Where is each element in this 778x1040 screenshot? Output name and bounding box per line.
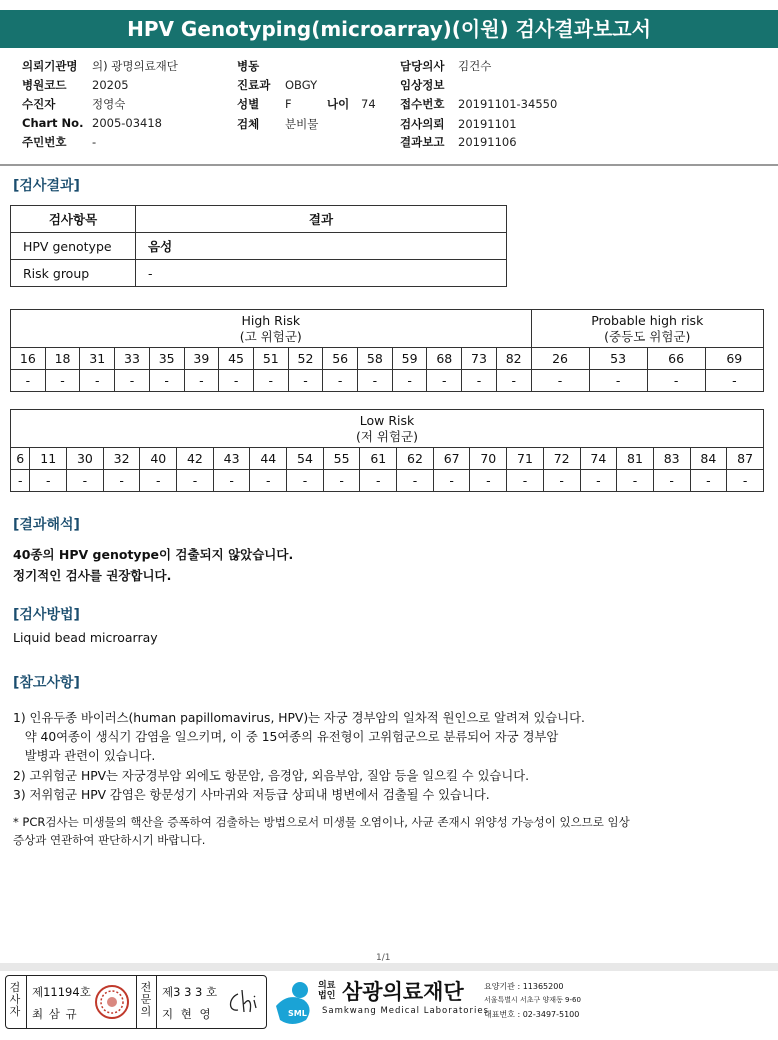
divider <box>26 976 27 1028</box>
genotype-cell: 67 <box>433 448 470 470</box>
specialist-license: 제3 3 3 호 <box>162 985 218 999</box>
high-risk-header <box>11 310 532 348</box>
genotype-cell: 81 <box>617 448 654 470</box>
genotype-cell: 6 <box>11 448 30 470</box>
genotype-cell: 58 <box>358 348 393 370</box>
genotype-result-cell: - <box>103 470 140 492</box>
genotype-result-cell: - <box>360 470 397 492</box>
probable-risk-header <box>531 310 763 348</box>
header-result: 결과 <box>136 206 507 233</box>
genotype-cell: 44 <box>250 448 287 470</box>
method-text: Liquid bead microarray <box>13 630 158 645</box>
genotype-result-cell: - <box>287 470 324 492</box>
genotype-result-cell: - <box>727 470 764 492</box>
genotype-row <box>11 448 764 470</box>
genotype-result-cell: - <box>11 370 46 392</box>
genotype-result-cell: - <box>358 370 393 392</box>
genotype-cell: 11 <box>30 448 67 470</box>
genotype-cell: 70 <box>470 448 507 470</box>
genotype-result-cell: - <box>253 370 288 392</box>
genotype-result-cell: - <box>30 470 67 492</box>
divider <box>156 976 157 1028</box>
examiner-license: 제11194호 <box>32 985 91 999</box>
table-row <box>11 233 507 260</box>
svg-text:SML: SML <box>288 1009 307 1018</box>
sml-logo-icon <box>270 978 316 1026</box>
interpretation-line: 40종의 HPV genotype이 검출되지 않았습니다. <box>13 547 294 562</box>
genotype-cell: 35 <box>149 348 184 370</box>
info-sex: 성별 F 나이 74 <box>237 97 376 111</box>
org-english-name: Samkwang Medical Laboratories <box>322 1006 490 1016</box>
genotype-result-cell: - <box>507 470 544 492</box>
genotype-result-cell: - <box>397 470 434 492</box>
genotype-cell: 30 <box>67 448 104 470</box>
genotype-cell: 42 <box>177 448 214 470</box>
genotype-cell: 40 <box>140 448 177 470</box>
org-name: 삼광의료재단 <box>342 980 464 1004</box>
genotype-result-cell: - <box>589 370 647 392</box>
genotype-cell: 68 <box>427 348 462 370</box>
genotype-result-cell: - <box>690 470 727 492</box>
genotype-cell: 53 <box>589 348 647 370</box>
header-item: 검사항목 <box>11 206 136 233</box>
high-risk-title: High Risk <box>241 312 301 328</box>
genotype-result-cell: - <box>653 470 690 492</box>
genotype-cell: 74 <box>580 448 617 470</box>
genotype-cell: 43 <box>213 448 250 470</box>
info-specimen: 검체 분비물 <box>237 117 319 131</box>
genotype-cell: 33 <box>115 348 150 370</box>
genotype-cell: 71 <box>507 448 544 470</box>
genotype-cell: 62 <box>397 448 434 470</box>
info-hospital: 의뢰기관명 의) 광명의료재단 <box>22 59 178 73</box>
note-line: 발병과 관련이 있습니다. <box>13 749 156 763</box>
note-line: 1) 인유두종 바이러스(human papillomavirus, HPV)는 자궁 경부암의 일차적 원인으로 알려져 있습니다. <box>13 711 585 725</box>
genotype-cell: 52 <box>288 348 323 370</box>
genotype-result-row <box>11 370 764 392</box>
footnote-line: * PCR검사는 미생물의 핵산을 증폭하여 검출하는 방법으로서 미생물 오염이나, 사균 존재시 위양성 가능성이 있으므로 임상 <box>13 815 630 829</box>
info-report-date: 결과보고 20191106 <box>400 135 517 149</box>
section-result: [검사결과] <box>13 178 80 194</box>
org-phone: 대표번호 : 02-3497-5100 <box>484 1010 580 1019</box>
genotype-cell: 66 <box>647 348 705 370</box>
info-ward: 병동 <box>237 59 260 73</box>
genotype-result-cell: - <box>177 470 214 492</box>
genotype-cell: 82 <box>496 348 531 370</box>
genotype-cell: 45 <box>219 348 254 370</box>
genotype-result-cell: - <box>392 370 427 392</box>
footer-divider <box>0 963 778 971</box>
probable-risk-title: Probable high risk <box>591 312 704 328</box>
genotype-result-cell: - <box>433 470 470 492</box>
genotype-result-cell: - <box>11 470 30 492</box>
genotype-result-row <box>11 470 764 492</box>
report-title: HPV Genotyping(microarray)(이원) 검사결과보고서 <box>0 10 778 48</box>
row-item: HPV genotype <box>11 233 136 260</box>
info-clinical: 임상정보 <box>400 78 445 92</box>
genotype-cell: 18 <box>45 348 80 370</box>
row-item: Risk group <box>11 260 136 287</box>
org-type: 의료법인 <box>318 981 336 1001</box>
page-number: 1/1 <box>376 953 391 963</box>
high-risk-table <box>10 309 764 392</box>
genotype-cell: 72 <box>543 448 580 470</box>
footnote-line: 증상과 연관하여 판단하시기 바랍니다. <box>13 833 206 847</box>
genotype-cell: 31 <box>80 348 115 370</box>
info-hospital-code: 병원코드 20205 <box>22 78 129 92</box>
result-table-header <box>11 206 507 233</box>
genotype-result-cell: - <box>149 370 184 392</box>
section-interpretation: [결과해석] <box>13 517 80 533</box>
genotype-result-cell: - <box>543 470 580 492</box>
genotype-result-cell: - <box>705 370 763 392</box>
examiner-label: 검 사 자 <box>9 981 21 1018</box>
examiner-name: 최 삼 규 <box>32 1007 78 1021</box>
divider <box>136 976 137 1028</box>
genotype-cell: 87 <box>727 448 764 470</box>
risk-group-header <box>11 410 764 448</box>
interpretation-line: 정기적인 검사를 권장합니다. <box>13 568 172 583</box>
age-value: 74 <box>361 97 376 111</box>
genotype-cell: 51 <box>253 348 288 370</box>
genotype-cell: 56 <box>323 348 358 370</box>
low-risk-title: Low Risk <box>359 412 415 428</box>
genotype-cell: 61 <box>360 448 397 470</box>
low-risk-header <box>11 410 764 448</box>
genotype-result-cell: - <box>462 370 497 392</box>
genotype-result-cell: - <box>647 370 705 392</box>
genotype-result-cell: - <box>115 370 150 392</box>
signature-icon <box>224 984 264 1020</box>
genotype-row <box>11 348 764 370</box>
genotype-result-cell: - <box>427 370 462 392</box>
info-doctor: 담당의사 김건수 <box>400 59 492 73</box>
org-code: 요양기관 : 11365200 <box>484 982 564 991</box>
genotype-result-cell: - <box>140 470 177 492</box>
signature-box <box>5 975 267 1029</box>
genotype-cell: 73 <box>462 348 497 370</box>
genotype-result-cell: - <box>617 470 654 492</box>
org-address: 서울특별시 서초구 양재동 9-60 <box>484 996 581 1004</box>
low-risk-subtitle: (저 위험군) <box>355 428 419 444</box>
genotype-cell: 55 <box>323 448 360 470</box>
high-risk-subtitle: (고 위험군) <box>239 328 302 344</box>
specialist-label: 전 문 의 <box>140 981 152 1018</box>
info-request-date: 검사의뢰 20191101 <box>400 117 517 131</box>
genotype-result-cell: - <box>496 370 531 392</box>
genotype-cell: 16 <box>11 348 46 370</box>
table-row <box>11 260 507 287</box>
genotype-result-cell: - <box>250 470 287 492</box>
genotype-result-cell: - <box>470 470 507 492</box>
section-notes: [참고사항] <box>13 675 80 691</box>
note-line: 약 40여종이 생식기 감염을 일으키며, 이 중 15여종의 유전형이 고위험군으로 분류되어 자궁 경부암 <box>13 730 559 744</box>
section-method: [검사방법] <box>13 607 80 623</box>
row-result: 음성 <box>136 233 507 260</box>
genotype-result-cell: - <box>323 470 360 492</box>
genotype-cell: 69 <box>705 348 763 370</box>
genotype-cell: 59 <box>392 348 427 370</box>
genotype-cell: 84 <box>690 448 727 470</box>
info-department: 진료과 OBGY <box>237 78 318 92</box>
genotype-cell: 26 <box>531 348 589 370</box>
genotype-cell: 83 <box>653 448 690 470</box>
result-table <box>10 205 507 287</box>
genotype-cell: 39 <box>184 348 219 370</box>
genotype-result-cell: - <box>213 470 250 492</box>
info-patient: 수진자 정영숙 <box>22 97 126 111</box>
genotype-result-cell: - <box>580 470 617 492</box>
note-line: 2) 고위험군 HPV는 자궁경부암 외에도 항문암, 음경암, 외음부암, 질암 등을 일으킬 수 있습니다. <box>13 769 529 783</box>
info-id-no: 주민번호 - <box>22 135 97 149</box>
genotype-result-cell: - <box>219 370 254 392</box>
genotype-result-cell: - <box>45 370 80 392</box>
row-result: - <box>136 260 507 287</box>
genotype-result-cell: - <box>531 370 589 392</box>
genotype-result-cell: - <box>288 370 323 392</box>
age-label: 나이 <box>327 97 350 111</box>
genotype-result-cell: - <box>184 370 219 392</box>
divider <box>0 164 778 166</box>
genotype-result-cell: - <box>323 370 358 392</box>
genotype-cell: 32 <box>103 448 140 470</box>
info-chart-no: Chart No. 2005-03418 <box>22 116 162 130</box>
probable-risk-subtitle: (중등도 위험군) <box>604 328 691 344</box>
genotype-result-cell: - <box>67 470 104 492</box>
genotype-cell: 54 <box>287 448 324 470</box>
risk-group-header <box>11 310 764 348</box>
genotype-result-cell: - <box>80 370 115 392</box>
info-reception-no: 접수번호 20191101-34550 <box>400 97 558 111</box>
note-line: 3) 저위험군 HPV 감염은 항문성기 사마귀와 저등급 상피내 병변에서 검출될 수 있습니다. <box>13 788 490 802</box>
low-risk-table <box>10 409 764 492</box>
specialist-name: 지 현 영 <box>162 1007 213 1021</box>
seal-icon <box>94 984 130 1020</box>
